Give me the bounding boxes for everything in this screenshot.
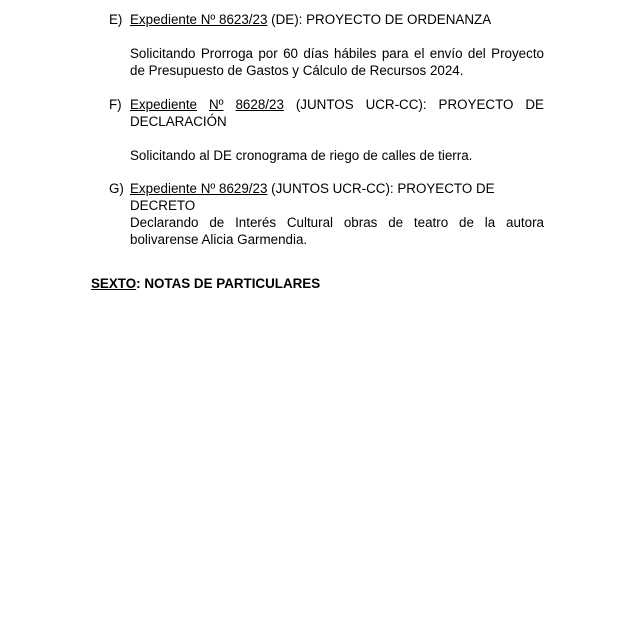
expediente-number: 8628/23 [235, 97, 284, 112]
section-heading [91, 275, 320, 292]
section-label: SEXTO [91, 276, 137, 291]
item-description: Solicitando al DE cronograma de riego de calles de tierra. [130, 148, 473, 163]
expediente-word: Expediente [130, 97, 198, 112]
heading-rest: (JUNTOS UCR-CC): PROYECTO DE [295, 97, 544, 112]
item-letter: G) [109, 181, 124, 196]
item-letter: F) [109, 97, 122, 112]
item-description: Declarando de Interés Cultural obras de teatro de la autora bolivarense Alicia Garmendia. [130, 215, 544, 247]
item-letter: E) [109, 12, 123, 27]
heading-rest: (JUNTOS UCR-CC): PROYECTO DE DECRETO [130, 181, 495, 213]
heading-line-2: DECLARACIÓN [130, 114, 227, 129]
section-title: : NOTAS DE PARTICULARES [136, 276, 321, 291]
expediente-symbol: Nº [208, 97, 224, 112]
expediente-number: Expediente Nº 8629/23 [130, 181, 268, 196]
expediente-number: Expediente Nº 8623/23 [130, 12, 268, 27]
heading-rest: (DE): PROYECTO DE ORDENANZA [267, 12, 492, 27]
item-description: Solicitando Prorroga por 60 días hábiles para el envío del Proyecto de Presupuesto de Gastos y Cálculo de Recursos 2024. [130, 46, 544, 78]
item-heading [130, 11, 544, 28]
item-heading [130, 96, 544, 130]
heading-line-1 [130, 96, 544, 113]
item-heading [130, 180, 544, 214]
